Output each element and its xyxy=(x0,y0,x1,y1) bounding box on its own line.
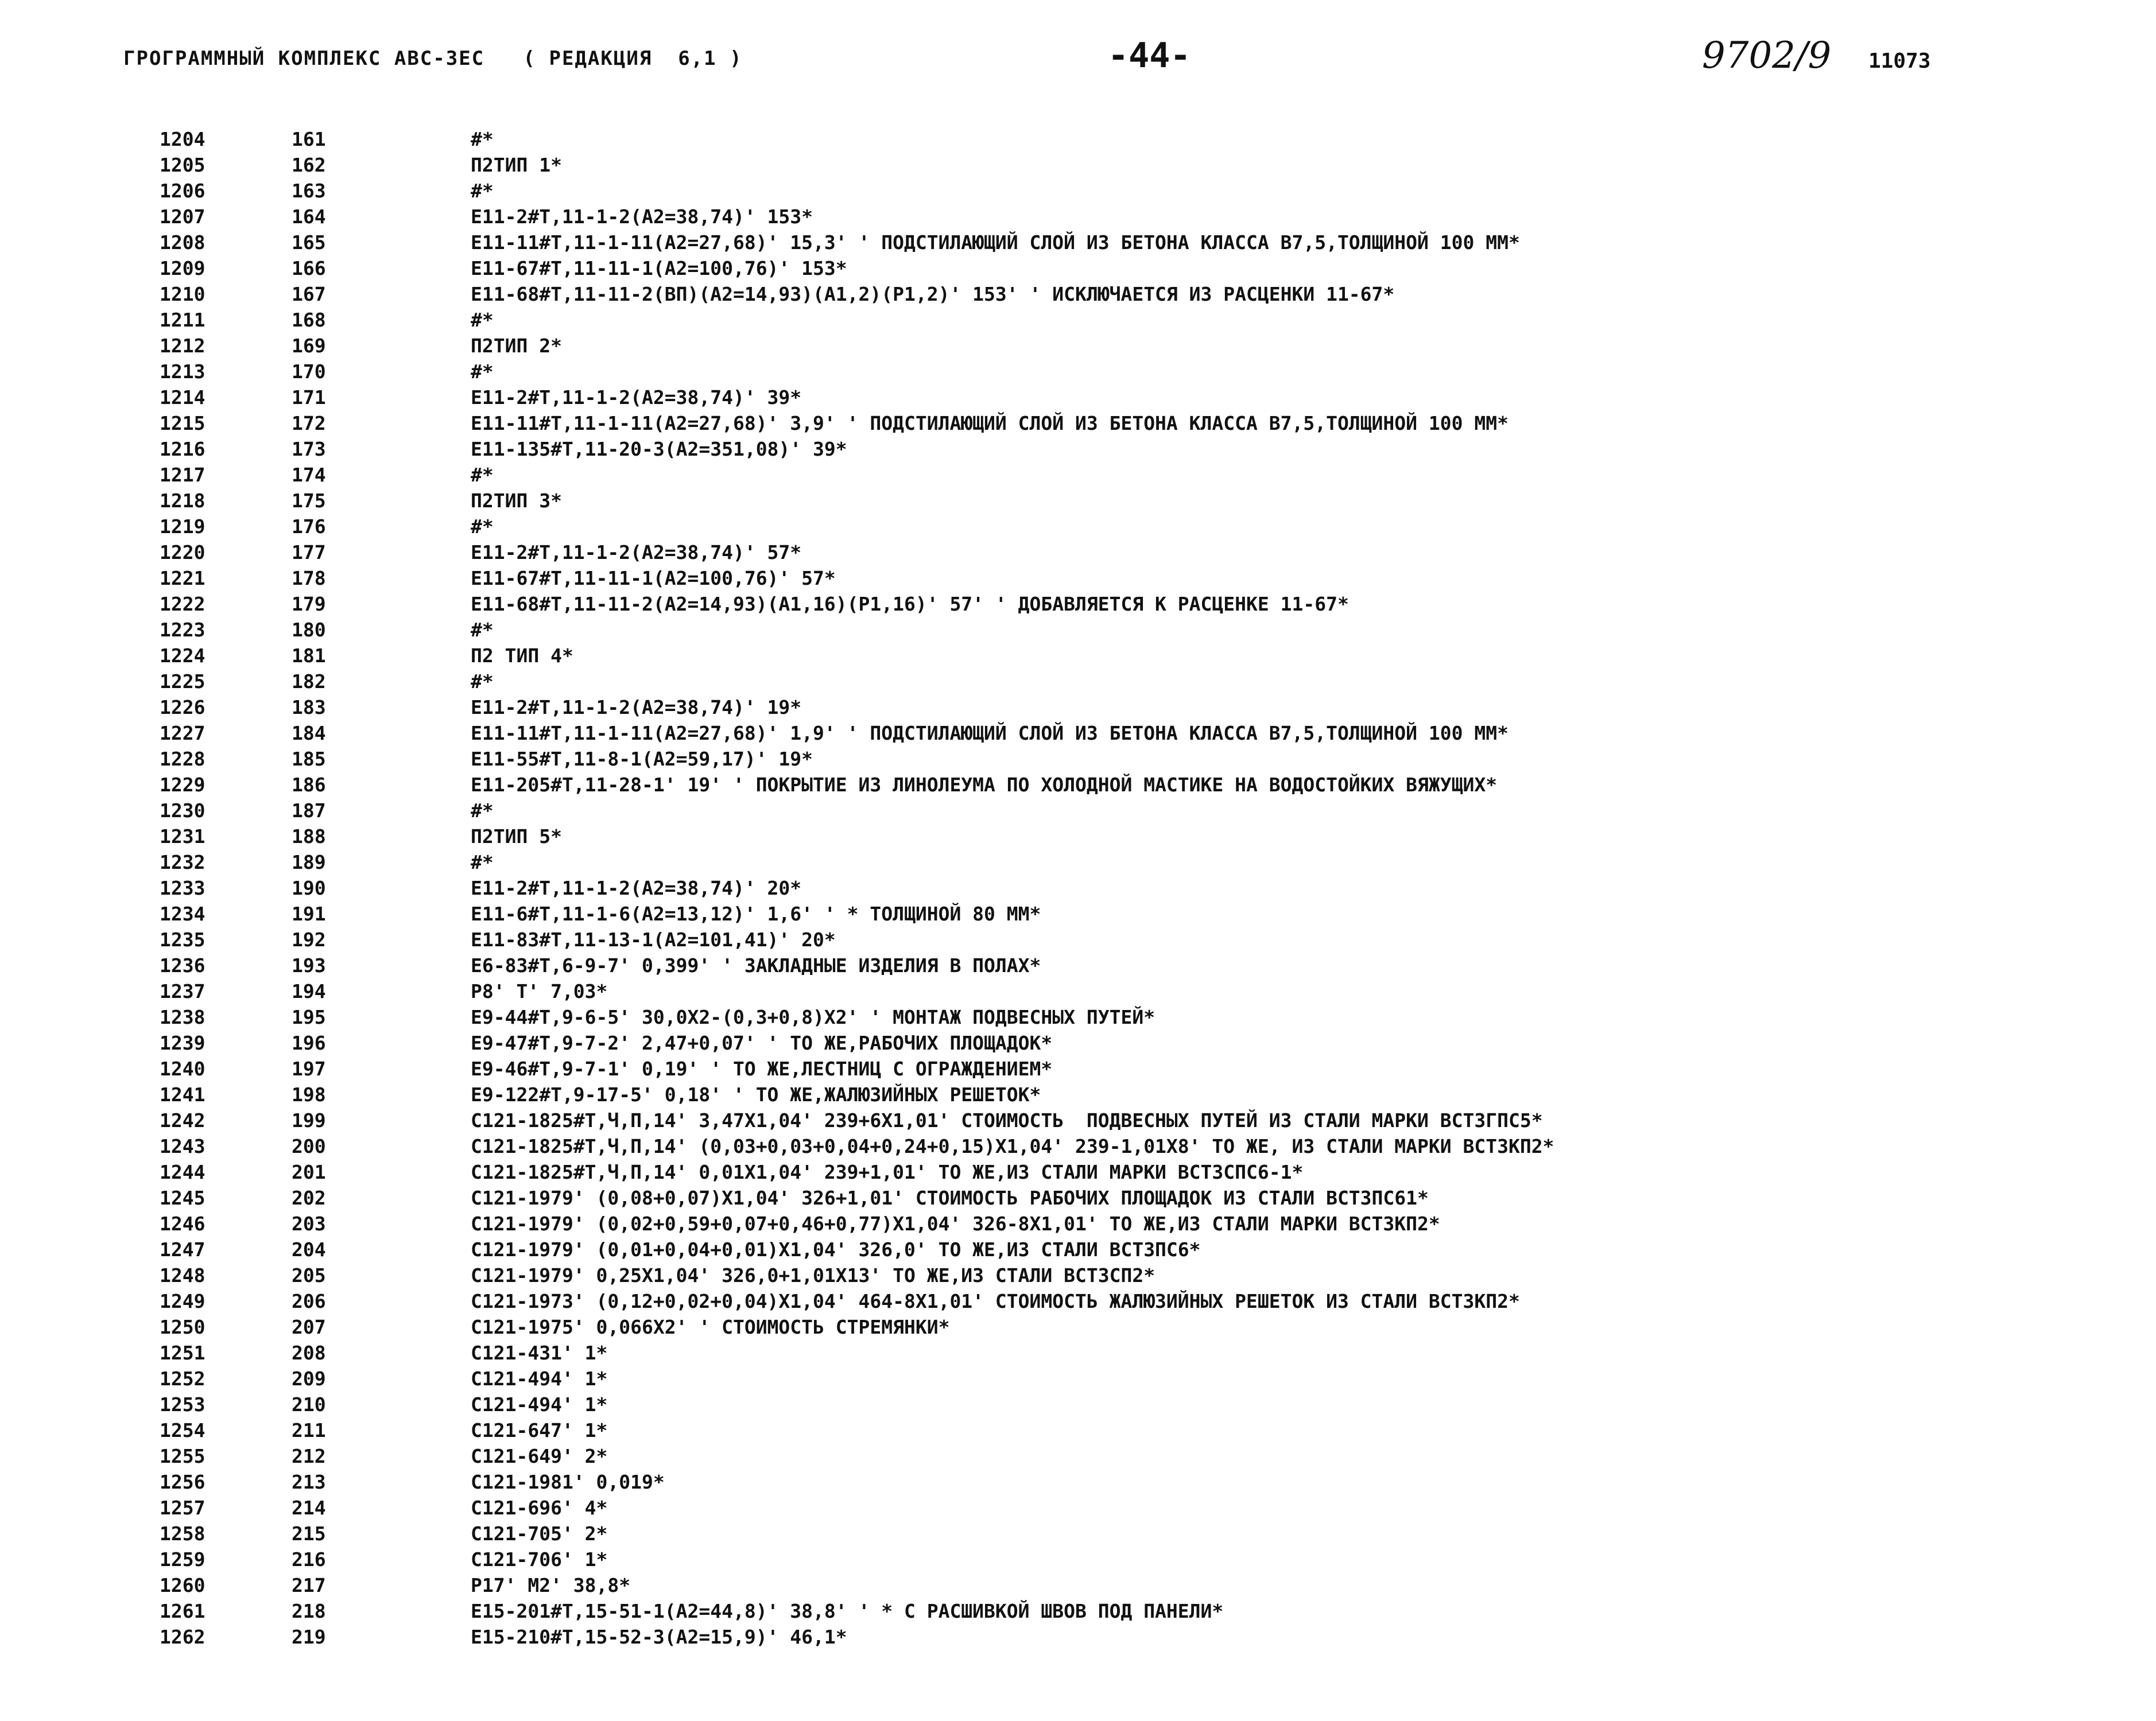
statement-number: 170 xyxy=(292,360,326,383)
statement-number: 187 xyxy=(292,799,326,822)
line-number: 1251 xyxy=(160,1342,205,1364)
statement-text: Е11-2#Т,11-1-2(А2=38,74)' 57* xyxy=(471,541,802,564)
statement-text: Е9-47#Т,9-7-2' 2,47+0,07' ' ТО ЖЕ,РАБОЧИХ ПЛОЩАДОК* xyxy=(471,1032,1053,1054)
line-number: 1217 xyxy=(160,464,205,486)
statement-number: 193 xyxy=(292,954,326,977)
listing-row xyxy=(0,178,2156,204)
statement-text: П2ТИП 1* xyxy=(471,154,562,176)
statement-text: Е11-83#Т,11-13-1(А2=101,41)' 20* xyxy=(471,929,836,951)
statement-text: Е11-11#Т,11-1-11(А2=27,68)' 3,9' ' ПОДСТИЛАЮЩИЙ СЛОЙ ИЗ БЕТОНА КЛАССА В7,5,ТОЛЩИНОЙ 100 ММ* xyxy=(471,412,1509,434)
statement-text: Е9-122#Т,9-17-5' 0,18' ' ТО ЖЕ,ЖАЛЮЗИЙНЫХ РЕШЕТОК* xyxy=(471,1083,1041,1106)
statement-number: 199 xyxy=(292,1109,326,1132)
line-number: 1226 xyxy=(160,696,205,718)
statement-number: 186 xyxy=(292,774,326,796)
statement-number: 201 xyxy=(292,1161,326,1183)
statement-number: 177 xyxy=(292,541,326,564)
statement-number: 171 xyxy=(292,386,326,409)
statement-number: 191 xyxy=(292,903,326,925)
statement-text: Р8' Т' 7,03* xyxy=(471,980,608,1003)
listing-row xyxy=(0,1521,2156,1547)
line-number: 1210 xyxy=(160,283,205,305)
statement-text: С121-1973' (0,12+0,02+0,04)Х1,04' 464-8Х1,01' СТОИМОСТЬ ЖАЛЮЗИЙНЫХ РЕШЕТОК ИЗ СТАЛИ ВСТ3КП2* xyxy=(471,1290,1520,1312)
line-number: 1240 xyxy=(160,1058,205,1080)
line-number: 1220 xyxy=(160,541,205,564)
statement-text: #* xyxy=(471,128,494,150)
statement-number: 208 xyxy=(292,1342,326,1364)
line-number: 1231 xyxy=(160,825,205,848)
program-title: ГРОГРАММНЫЙ КОМПЛЕКС АВС-3ЕС ( РЕДАКЦИЯ 6,1 ) xyxy=(123,47,743,70)
line-number: 1225 xyxy=(160,670,205,693)
statement-text: С121-696' 4* xyxy=(471,1497,608,1519)
line-number: 1235 xyxy=(160,929,205,951)
line-number: 1237 xyxy=(160,980,205,1003)
statement-number: 212 xyxy=(292,1445,326,1467)
listing-row xyxy=(0,901,2156,927)
line-number: 1222 xyxy=(160,593,205,615)
line-number: 1247 xyxy=(160,1238,205,1261)
statement-number: 219 xyxy=(292,1626,326,1648)
listing-row xyxy=(0,1547,2156,1572)
statement-number: 176 xyxy=(292,515,326,538)
statement-text: С121-1825#Т,Ч,П,14' 0,01Х1,04' 239+1,01' ТО ЖЕ,ИЗ СТАЛИ МАРКИ ВСТ3СПС6-1* xyxy=(471,1161,1304,1183)
line-number: 1248 xyxy=(160,1264,205,1287)
statement-number: 163 xyxy=(292,180,326,202)
listing-row xyxy=(0,669,2156,694)
line-number: 1204 xyxy=(160,128,205,150)
line-number: 1223 xyxy=(160,619,205,641)
statement-number: 188 xyxy=(292,825,326,848)
statement-number: 200 xyxy=(292,1135,326,1157)
line-number: 1212 xyxy=(160,335,205,357)
listing-row xyxy=(0,953,2156,978)
line-number: 1221 xyxy=(160,567,205,589)
listing-row xyxy=(0,1417,2156,1443)
listing-row xyxy=(0,230,2156,255)
listing-row xyxy=(0,1314,2156,1340)
statement-text: #* xyxy=(471,180,494,202)
listing-row xyxy=(0,720,2156,746)
statement-number: 166 xyxy=(292,257,326,279)
statement-number: 174 xyxy=(292,464,326,486)
statement-text: П2ТИП 2* xyxy=(471,335,562,357)
listing-row xyxy=(0,1262,2156,1288)
line-number: 1219 xyxy=(160,515,205,538)
line-number: 1244 xyxy=(160,1161,205,1183)
line-number: 1257 xyxy=(160,1497,205,1519)
line-number: 1259 xyxy=(160,1548,205,1571)
listing-row xyxy=(0,1185,2156,1211)
statement-text: С121-706' 1* xyxy=(471,1548,608,1571)
statement-text: Е15-201#Т,15-51-1(А2=44,8)' 38,8' ' * С РАСШИВКОЙ ШВОВ ПОД ПАНЕЛИ* xyxy=(471,1600,1224,1622)
line-number: 1250 xyxy=(160,1316,205,1338)
statement-text: Е11-11#Т,11-1-11(А2=27,68)' 1,9' ' ПОДСТИЛАЮЩИЙ СЛОЙ ИЗ БЕТОНА КЛАССА В7,5,ТОЛЩИНОЙ 100 ММ* xyxy=(471,722,1509,744)
statement-text: С121-1825#Т,Ч,П,14' (0,03+0,03+0,04+0,24+0,15)Х1,04' 239-1,01Х8' ТО ЖЕ, ИЗ СТАЛИ МАРКИ ВСТ3КП2* xyxy=(471,1135,1554,1157)
statement-text: Е15-210#Т,15-52-3(А2=15,9)' 46,1* xyxy=(471,1626,847,1648)
statement-number: 206 xyxy=(292,1290,326,1312)
listing-row xyxy=(0,1004,2156,1030)
statement-text: Е11-2#Т,11-1-2(А2=38,74)' 19* xyxy=(471,696,802,718)
statement-text: С121-1979' (0,01+0,04+0,01)Х1,04' 326,0' ТО ЖЕ,ИЗ СТАЛИ ВСТ3ПС6* xyxy=(471,1238,1201,1261)
statement-number: 184 xyxy=(292,722,326,744)
statement-text: #* xyxy=(471,464,494,486)
statement-number: 175 xyxy=(292,490,326,512)
line-number: 1254 xyxy=(160,1419,205,1442)
listing-row xyxy=(0,1624,2156,1650)
statement-text: Е11-55#Т,11-8-1(А2=59,17)' 19* xyxy=(471,748,813,770)
line-number: 1232 xyxy=(160,851,205,873)
listing-row xyxy=(0,1082,2156,1108)
line-number: 1245 xyxy=(160,1187,205,1209)
statement-number: 198 xyxy=(292,1083,326,1106)
statement-text: #* xyxy=(471,360,494,383)
line-number: 1246 xyxy=(160,1213,205,1235)
statement-number: 218 xyxy=(292,1600,326,1622)
listing-row xyxy=(0,410,2156,436)
statement-text: #* xyxy=(471,799,494,822)
listing-row xyxy=(0,772,2156,798)
line-number: 1249 xyxy=(160,1290,205,1312)
statement-text: Е11-6#Т,11-1-6(А2=13,12)' 1,6' ' * ТОЛЩИНОЙ 80 ММ* xyxy=(471,903,1041,925)
line-number: 1224 xyxy=(160,644,205,667)
statement-text: Е9-46#Т,9-7-1' 0,19' ' ТО ЖЕ,ЛЕСТНИЦ С ОГРАЖДЕНИЕМ* xyxy=(471,1058,1053,1080)
listing-row xyxy=(0,539,2156,565)
listing-row xyxy=(0,307,2156,333)
statement-number: 211 xyxy=(292,1419,326,1442)
statement-text: Е9-44#Т,9-6-5' 30,0Х2-(0,3+0,8)Х2' ' МОНТАЖ ПОДВЕСНЫХ ПУТЕЙ* xyxy=(471,1006,1155,1028)
line-number: 1238 xyxy=(160,1006,205,1028)
listing-row xyxy=(0,1159,2156,1185)
listing-row xyxy=(0,126,2156,152)
statement-text: Е11-135#Т,11-20-3(А2=351,08)' 39* xyxy=(471,438,847,460)
listing-row xyxy=(0,1366,2156,1392)
line-number: 1233 xyxy=(160,877,205,899)
statement-number: 207 xyxy=(292,1316,326,1338)
statement-text: С121-1981' 0,019* xyxy=(471,1471,665,1493)
listing-row xyxy=(0,462,2156,488)
statement-text: Е11-67#Т,11-11-1(А2=100,76)' 153* xyxy=(471,257,847,279)
listing-row xyxy=(0,255,2156,281)
statement-number: 196 xyxy=(292,1032,326,1054)
statement-text: П2ТИП 5* xyxy=(471,825,562,848)
statement-number: 189 xyxy=(292,851,326,873)
listing-row xyxy=(0,823,2156,849)
line-number: 1205 xyxy=(160,154,205,176)
listing-row xyxy=(0,1469,2156,1495)
statement-text: С121-705' 2* xyxy=(471,1522,608,1545)
statement-number: 168 xyxy=(292,309,326,331)
line-number: 1214 xyxy=(160,386,205,409)
statement-text: Е11-68#Т,11-11-2(А2=14,93)(А1,16)(Р1,16)' 57' ' ДОБАВЛЯЕТСЯ К РАСЦЕНКЕ 11-67* xyxy=(471,593,1349,615)
statement-number: 162 xyxy=(292,154,326,176)
listing-row xyxy=(0,333,2156,359)
statement-number: 185 xyxy=(292,748,326,770)
line-number: 1218 xyxy=(160,490,205,512)
statement-text: Е11-2#Т,11-1-2(А2=38,74)' 39* xyxy=(471,386,802,409)
statement-number: 178 xyxy=(292,567,326,589)
statement-number: 179 xyxy=(292,593,326,615)
listing-row xyxy=(0,1495,2156,1521)
statement-text: Е11-205#Т,11-28-1' 19' ' ПОКРЫТИЕ ИЗ ЛИНОЛЕУМА ПО ХОЛОДНОЙ МАСТИКЕ НА ВОДОСТОЙКИХ ВЯЖУЩИХ* xyxy=(471,774,1498,796)
statement-text: #* xyxy=(471,619,494,641)
statement-text: С121-647' 1* xyxy=(471,1419,608,1442)
line-number: 1216 xyxy=(160,438,205,460)
statement-text: Е6-83#Т,6-9-7' 0,399' ' ЗАКЛАДНЫЕ ИЗДЕЛИЯ В ПОЛАХ* xyxy=(471,954,1041,977)
page-header xyxy=(0,0,2156,115)
line-number: 1206 xyxy=(160,180,205,202)
listing-row xyxy=(0,694,2156,720)
line-number: 1209 xyxy=(160,257,205,279)
listing-row xyxy=(0,281,2156,307)
line-number: 1213 xyxy=(160,360,205,383)
statement-text: С121-649' 2* xyxy=(471,1445,608,1467)
statement-text: С121-1979' (0,08+0,07)Х1,04' 326+1,01' СТОИМОСТЬ РАБОЧИХ ПЛОЩАДОК ИЗ СТАЛИ ВСТ3ПС61* xyxy=(471,1187,1429,1209)
statement-text: Р17' М2' 38,8* xyxy=(471,1574,631,1596)
page-number: -44- xyxy=(1108,36,1191,76)
listing-row xyxy=(0,1211,2156,1237)
listing-row xyxy=(0,1030,2156,1056)
statement-text: #* xyxy=(471,670,494,693)
statement-number: 182 xyxy=(292,670,326,693)
listing-row xyxy=(0,746,2156,772)
listing-row xyxy=(0,617,2156,643)
listing-row xyxy=(0,436,2156,462)
statement-number: 216 xyxy=(292,1548,326,1571)
code-listing xyxy=(0,126,2156,1710)
doc-code: 11073 xyxy=(1868,49,1931,73)
listing-row xyxy=(0,514,2156,539)
line-number: 1241 xyxy=(160,1083,205,1106)
statement-text: #* xyxy=(471,851,494,873)
line-number: 1227 xyxy=(160,722,205,744)
statement-number: 213 xyxy=(292,1471,326,1493)
statement-number: 183 xyxy=(292,696,326,718)
statement-text: П2ТИП 3* xyxy=(471,490,562,512)
statement-number: 197 xyxy=(292,1058,326,1080)
line-number: 1211 xyxy=(160,309,205,331)
listing-row xyxy=(0,1288,2156,1314)
statement-text: С121-1979' 0,25Х1,04' 326,0+1,01Х13' ТО ЖЕ,ИЗ СТАЛИ ВСТ3СП2* xyxy=(471,1264,1155,1287)
listing-row xyxy=(0,591,2156,617)
statement-text: С121-1975' 0,066Х2' ' СТОИМОСТЬ СТРЕМЯНКИ* xyxy=(471,1316,950,1338)
handwritten-doc-number: 9702/9 xyxy=(1702,34,1832,77)
listing-row xyxy=(0,1237,2156,1262)
listing-row xyxy=(0,152,2156,178)
listing-row xyxy=(0,488,2156,514)
line-number: 1208 xyxy=(160,231,205,254)
statement-number: 195 xyxy=(292,1006,326,1028)
line-number: 1239 xyxy=(160,1032,205,1054)
listing-row xyxy=(0,359,2156,384)
statement-text: С121-1825#Т,Ч,П,14' 3,47Х1,04' 239+6Х1,01' СТОИМОСТЬ ПОДВЕСНЫХ ПУТЕЙ ИЗ СТАЛИ МАРКИ ВСТ3ГПС5* xyxy=(471,1109,1543,1132)
listing-row xyxy=(0,643,2156,669)
listing-row xyxy=(0,1056,2156,1082)
listing-row xyxy=(0,1572,2156,1598)
listing-row xyxy=(0,1443,2156,1469)
statement-text: Е11-2#Т,11-1-2(А2=38,74)' 20* xyxy=(471,877,802,899)
statement-text: С121-431' 1* xyxy=(471,1342,608,1364)
statement-number: 167 xyxy=(292,283,326,305)
statement-text: С121-1979' (0,02+0,59+0,07+0,46+0,77)Х1,04' 326-8Х1,01' ТО ЖЕ,ИЗ СТАЛИ МАРКИ ВСТ3КП2* xyxy=(471,1213,1440,1235)
statement-number: 180 xyxy=(292,619,326,641)
listing-row xyxy=(0,849,2156,875)
line-number: 1230 xyxy=(160,799,205,822)
statement-number: 194 xyxy=(292,980,326,1003)
listing-row xyxy=(0,565,2156,591)
line-number: 1243 xyxy=(160,1135,205,1157)
statement-text: Е11-2#Т,11-1-2(А2=38,74)' 153* xyxy=(471,205,813,228)
line-number: 1256 xyxy=(160,1471,205,1493)
line-number: 1261 xyxy=(160,1600,205,1622)
listing-row xyxy=(0,204,2156,230)
statement-number: 172 xyxy=(292,412,326,434)
statement-text: С121-494' 1* xyxy=(471,1368,608,1390)
listing-row xyxy=(0,1108,2156,1133)
statement-number: 210 xyxy=(292,1393,326,1416)
line-number: 1252 xyxy=(160,1368,205,1390)
statement-number: 169 xyxy=(292,335,326,357)
statement-number: 205 xyxy=(292,1264,326,1287)
statement-text: Е11-68#Т,11-11-2(ВП)(А2=14,93)(А1,2)(Р1,2)' 153' ' ИСКЛЮЧАЕТСЯ ИЗ РАСЦЕНКИ 11-67* xyxy=(471,283,1395,305)
statement-number: 173 xyxy=(292,438,326,460)
line-number: 1255 xyxy=(160,1445,205,1467)
line-number: 1207 xyxy=(160,205,205,228)
line-number: 1228 xyxy=(160,748,205,770)
line-number: 1229 xyxy=(160,774,205,796)
statement-text: Е11-11#Т,11-1-11(А2=27,68)' 15,3' ' ПОДСТИЛАЮЩИЙ СЛОЙ ИЗ БЕТОНА КЛАССА В7,5,ТОЛЩИНОЙ 100 ММ* xyxy=(471,231,1520,254)
line-number: 1236 xyxy=(160,954,205,977)
statement-number: 202 xyxy=(292,1187,326,1209)
statement-text: #* xyxy=(471,515,494,538)
statement-number: 161 xyxy=(292,128,326,150)
listing-row xyxy=(0,927,2156,953)
statement-number: 181 xyxy=(292,644,326,667)
listing-row xyxy=(0,875,2156,901)
statement-number: 164 xyxy=(292,205,326,228)
statement-number: 217 xyxy=(292,1574,326,1596)
line-number: 1242 xyxy=(160,1109,205,1132)
line-number: 1215 xyxy=(160,412,205,434)
statement-number: 204 xyxy=(292,1238,326,1261)
statement-number: 190 xyxy=(292,877,326,899)
listing-row xyxy=(0,798,2156,823)
statement-text: С121-494' 1* xyxy=(471,1393,608,1416)
statement-number: 209 xyxy=(292,1368,326,1390)
listing-row xyxy=(0,1392,2156,1417)
line-number: 1234 xyxy=(160,903,205,925)
line-number: 1253 xyxy=(160,1393,205,1416)
statement-text: П2 ТИП 4* xyxy=(471,644,573,667)
listing-row xyxy=(0,1340,2156,1366)
listing-row xyxy=(0,978,2156,1004)
statement-number: 165 xyxy=(292,231,326,254)
listing-row xyxy=(0,384,2156,410)
listing-row xyxy=(0,1133,2156,1159)
line-number: 1260 xyxy=(160,1574,205,1596)
statement-number: 215 xyxy=(292,1522,326,1545)
line-number: 1262 xyxy=(160,1626,205,1648)
listing-row xyxy=(0,1598,2156,1624)
statement-text: #* xyxy=(471,309,494,331)
line-number: 1258 xyxy=(160,1522,205,1545)
statement-number: 192 xyxy=(292,929,326,951)
statement-number: 214 xyxy=(292,1497,326,1519)
statement-number: 203 xyxy=(292,1213,326,1235)
statement-text: Е11-67#Т,11-11-1(А2=100,76)' 57* xyxy=(471,567,836,589)
